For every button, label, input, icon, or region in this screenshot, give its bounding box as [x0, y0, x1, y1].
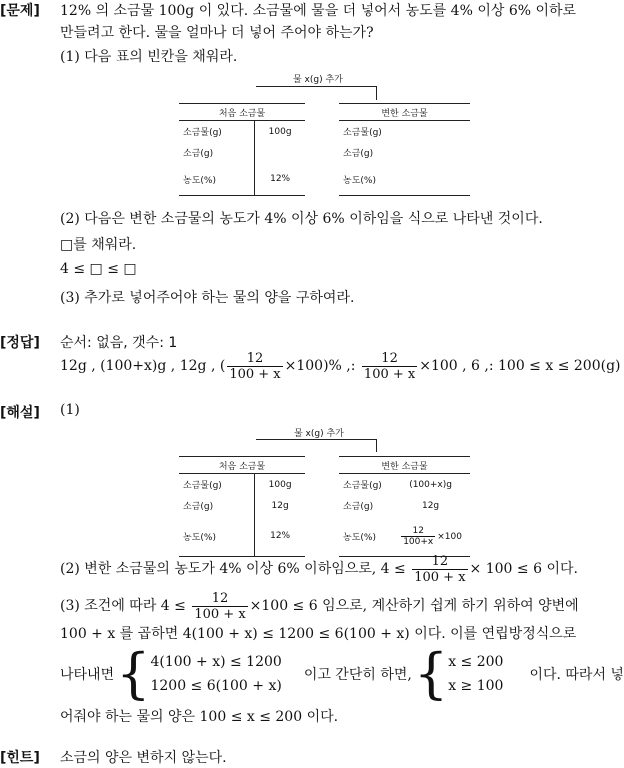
system-1-line-a: 4(100 + x) ≤ 1200	[150, 654, 282, 670]
table-cell: 소금(g)	[343, 502, 374, 512]
table-cell: 농도(%)	[179, 163, 255, 196]
system-suffix: 이다. 따라서 넣	[529, 667, 624, 683]
water-added-label: 물 x(g) 추가	[294, 429, 344, 439]
arrow-line	[256, 86, 376, 87]
hint-tag: [힌트]	[0, 750, 40, 766]
explanation-3-last: 어줘야 하는 물의 양은 100 ≤ x ≤ 200 이다.	[60, 709, 339, 725]
table-cell: 100g	[255, 474, 305, 496]
fraction-denominator: 100 + x	[194, 606, 246, 622]
table-header: 변한 소금물	[339, 104, 470, 121]
answer-order: 순서: 없음, 갯수: 1	[60, 335, 178, 351]
explanation-3-part-2: ×100 ≤ 6 임으로, 계산하기 쉽게 하기 위하여 양변에	[249, 598, 579, 614]
explanation-2-part-2: × 100 ≤ 6 이다.	[469, 561, 578, 577]
fraction-numerator: 12	[412, 554, 467, 570]
fraction-numerator: 12	[227, 351, 282, 367]
explanation-3-line-1	[60, 588, 579, 624]
system-2-line-a: x ≤ 200	[448, 654, 504, 670]
table-header: 처음 소금물	[179, 104, 305, 121]
table-cell: 농도(%)	[339, 516, 391, 557]
table-cell: 소금(g)	[183, 502, 214, 512]
explanation-2-fraction	[412, 554, 467, 585]
table-cell: 소금(g)	[183, 149, 214, 159]
answer-tag: [정답]	[0, 335, 40, 351]
fraction-numerator: 12	[362, 351, 417, 367]
system-1-line-b: 1200 ≤ 6(100 + x)	[150, 678, 282, 694]
fraction-numerator: 12	[401, 526, 435, 537]
explanation-1: (1)	[60, 402, 80, 418]
hint-text: 소금의 양은 변하지 않는다.	[60, 750, 227, 766]
table-cell: 농도(%)	[179, 516, 255, 557]
question-1: (1) 다음 표의 빈칸을 채워라.	[60, 49, 238, 65]
table-cell-blank	[255, 142, 305, 163]
answer-values	[60, 347, 621, 385]
question-2-expression: 4 ≤ □ ≤ □	[60, 261, 137, 277]
system-prefix: 나타내면	[60, 667, 115, 683]
table-cell: 소금물(g)	[343, 481, 382, 491]
answer-fraction-2	[362, 351, 417, 382]
table-cell: 소금물(g)	[183, 481, 222, 491]
left-brace: {	[413, 642, 449, 705]
explanation-tag: [해설]	[0, 405, 40, 421]
question-2-line-2: □를 채워라.	[60, 237, 137, 253]
water-added-label: 물 x(g) 추가	[293, 75, 343, 85]
fraction-numerator: 12	[192, 591, 247, 607]
table-cell: 소금(g)	[343, 149, 374, 159]
explanation-3-part-1: (3) 조건에 따라 4 ≤	[60, 598, 191, 614]
arrow-drop	[376, 86, 377, 100]
fraction-denominator: 100 + x	[363, 366, 416, 382]
question-3: (3) 추가로 넣어주어야 하는 물의 양을 구하여라.	[60, 290, 355, 306]
table-cell: (100+x)g	[409, 479, 452, 490]
problem-right-table	[339, 103, 470, 196]
arrow-line	[256, 439, 376, 440]
table-cell: 소금물(g)	[183, 128, 222, 138]
fraction-suffix: ×100	[437, 531, 462, 542]
system-1	[150, 650, 281, 698]
table-cell: 소금물(g)	[343, 128, 382, 138]
table-header: 처음 소금물	[179, 457, 305, 474]
question-2-line-1: (2) 다음은 변한 소금물의 농도가 4% 이상 6% 이하임을 식으로 나타낸 것이다.	[60, 211, 543, 227]
table-cell: 12g	[421, 500, 440, 511]
fraction-denominator: 100+x	[403, 536, 434, 547]
explanation-3-fraction	[192, 591, 247, 622]
explanation-right-table	[339, 456, 470, 557]
problem-line-2: 만들려고 한다. 물을 얼마나 더 넣어 주어야 하는가?	[60, 25, 374, 41]
answer-part-3: ×100 , 6 ,: 100 ≤ x ≤ 200(g)	[419, 358, 621, 374]
system-2	[448, 650, 503, 698]
problem-left-table	[179, 103, 305, 196]
explanation-3-system	[60, 642, 624, 705]
answer-part-1: 12g , (100+x)g , 12g , (	[60, 358, 226, 374]
answer-part-2: ×100)% ,:	[284, 358, 360, 374]
table-cell: 12%	[255, 163, 305, 196]
table-cell: 12g	[255, 495, 305, 516]
system-mid: 이고 간단히 하면,	[303, 667, 412, 683]
system-2-line-b: x ≥ 100	[448, 678, 504, 694]
table-cell: 농도(%)	[339, 163, 470, 196]
answer-fraction	[227, 351, 282, 382]
left-brace: {	[116, 642, 151, 705]
explanation-2	[60, 550, 578, 588]
fraction-denominator: 100 + x	[229, 366, 281, 382]
explanation-3-line-2: 100 + x 를 곱하면 4(100 + x) ≤ 1200 ≤ 6(100 + x) 이다. 이를 연립방정식으로	[60, 626, 577, 642]
table-cell: 100g	[255, 121, 305, 143]
problem-line-1: 12% 의 소금물 100g 이 있다. 소금물에 물을 더 넣어서 농도를 4% 이상 6% 이하로	[60, 3, 577, 19]
problem-tag: [문제]	[0, 3, 40, 19]
table-cell: 12%	[255, 516, 305, 557]
arrow-drop	[376, 439, 377, 452]
explanation-left-table	[179, 456, 305, 557]
fraction-denominator: 100 + x	[414, 569, 466, 585]
explanation-2-part-1: (2) 변한 소금물의 농도가 4% 이상 6% 이하임으로, 4 ≤	[60, 561, 411, 577]
table-header: 변한 소금물	[339, 457, 470, 474]
